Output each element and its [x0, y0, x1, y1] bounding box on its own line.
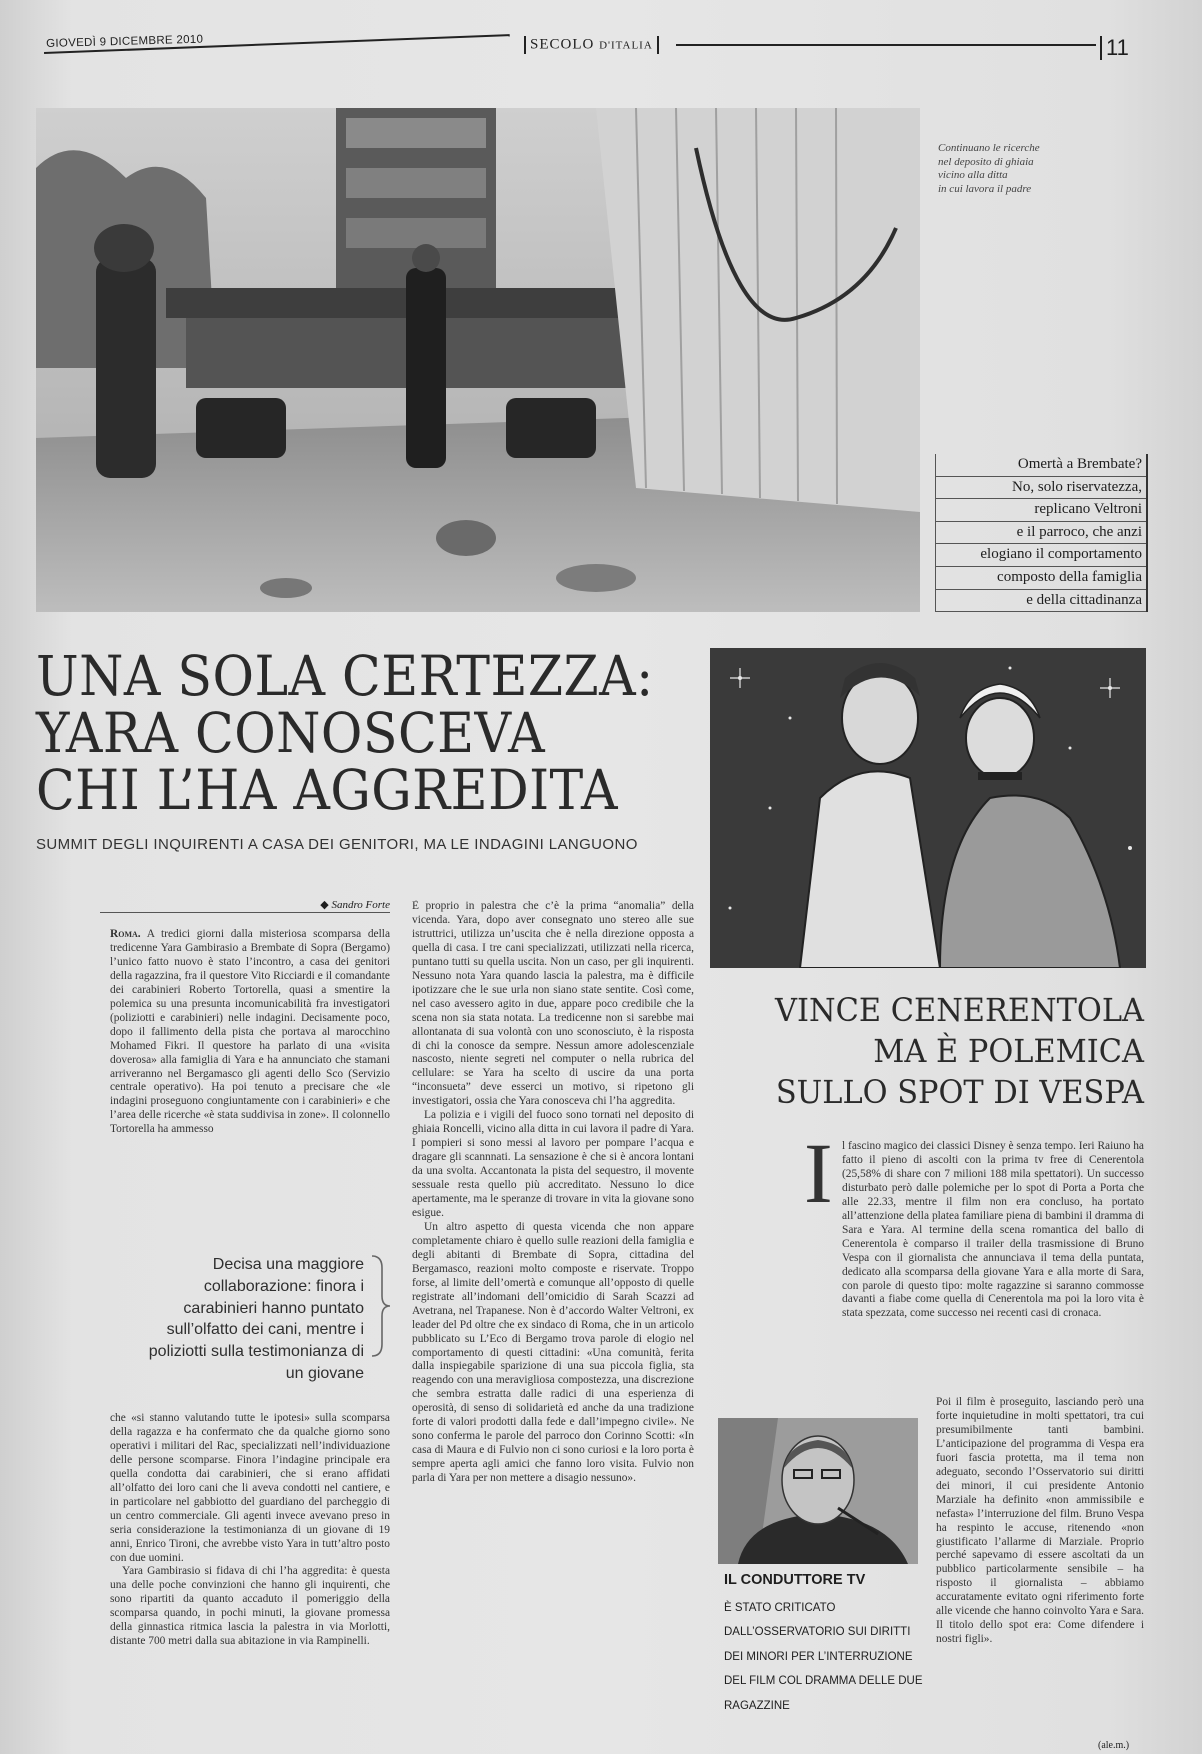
pull-box-line: No, solo riservatezza,	[936, 477, 1146, 500]
photo-caption: Continuano le ricerche nel deposito di ghiaia vicino alla ditta in cui lavora il padre	[938, 142, 1040, 195]
side-col-bottom: Poi il film è proseguito, lasciando però una forte inquietudine in molti spettatori, tra cui presumibilmente tanti bambini. L’anticipazione del programma di Vespa era fuori fascia protetta, ma il tema non adeguato, secondo l’Osservatorio sui diritti dei minori, il cui presidente Antonio Marziale ha definito «non ammissibile e nefasta» l’interruzione del film. Bruno Vespa ha respinto le accuse, ritenendo «non giustificato l’allarme di Marziale. Proprio perché sapevamo di essere ascoltati da un pubblico particolarmente sensibile – ha risposto il giornalista – abbiamo accuratamente evitato ogni riferimento forte alle vicende che hanno coinvolto Yara e Sara. Il titolo dello spot era: Come difendere i nostri figli».	[936, 1396, 1144, 1646]
main-headline: UNA SOLA CERTEZZA: YARA CONOSCEVA CHI L’HA AGGREDITA	[36, 644, 654, 822]
main-col2: È proprio in palestra che c’è la prima “anomalia” della vicenda. Yara, dopo aver consegnato uno stereo alle sue istruttrici, utilizza un’uscita che è nella direzione opposta a quella di casa. I tre cani specializzati, utilizzati nella ricerca, puntano tutti su quella uscita. Non un caso, per gli inquirenti. Nessuno nota Yara quando lascia la palestra, ma è difficile ipotizzare che le sue urla non siano state sentite. Così come, nel caso avessero agito in due, appare poco credibile che la scena non sia stata notata. La tredicenne non si sarebbe mai allontanata di sua volontà con uno sconosciuto, è la risposta di chi la conosce da sempre. Nessun amore adolescenziale nascosto, niente segreti nel computer o nella rubrica del cellulare: se Yara ha scelto di uscire da una porta “inconsueta” deve esserci un motivo, si ripetono gli investigatori, ossia che Yara conosceva chi l’ha aggredita. La polizia e i vigili del fuoco sono tornati nel deposito di ghiaia Roncelli, vicino alla ditta in cui lavora il padre di Yara. I pompieri si sono messi al lavoro per pompare l’acqua e dragare gli scannnati. La sensazione è che si è ancora lontani da una svolta. Accantonata la pista del sequestro, il movente sessuale resta quello più accreditato. Nessuno lo dice apertamente, ma le speranze di trovare in vita la giovane sono esigue. Un altro aspetto di questa vicenda che non appare completamente chiaro è quello sulle reazioni della famiglia e degli abitanti di Brembate di Sopra, cittadina del Bergamasco, reazioni molto composte e riservate. Troppo forse, al limite dell’omertà e comunque all’opposto di quelle registrate all’indomani dell’omicidio di Sarah Scazzi ad Avetrana, nel Trapanese. Non è d’accordo Walter Veltroni, ex leader del Pd oltre che ex sindaco di Roma, che in un articolo pubblicato su L’Eco di Bergamo trova parole di elogio nel comportamento di questi cittadini: «Una comunità, ferita dalla inspiegabile sparizione di una sua piccola figlia, sta reagendo con una meravigliosa compostezza, una discrezione che sembra estratta dalle radici di una esperienza di operosità, di senso di solidarietà ed anche da una tradizione forte di valori prodotti dalla fede e dall’impegno civile». Ne sono conferma le parole del parroco don Corinno Scotti: «In casa di Maura e di Fulvio non ci sono curiosi e la loro porta è sempre aperta agli amici che fanno loro visita. Fulvio non parla di Yara per non mettere a disagio nessuno».	[412, 900, 694, 1485]
tv-box-title: IL CONDUTTORE TV	[724, 1572, 866, 1588]
brace-icon	[368, 1254, 392, 1358]
rescue-scene-photo	[36, 108, 920, 612]
pull-box-line: composto della famiglia	[936, 567, 1146, 590]
pull-box-line: elogiano il comportamento	[936, 544, 1146, 567]
issue-date: GIOVEDÌ 9 DICEMBRE 2010	[46, 33, 204, 50]
byline: ◆ Sandro Forte	[100, 898, 390, 913]
vespa-portrait-photo	[718, 1418, 918, 1564]
side-headline: VINCE CENERENTOLA MA È POLEMICA SULLO SPOT DI VESPA	[775, 991, 1144, 1111]
main-col1-bottom: che «si stanno valutando tutte le ipotesi» sulla scomparsa della ragazza e ha confermato che da qualche giorno sono operativi i militari del Rac, specializzati nell’individuazione delle persone scomparse. Finora l’indagine principale era quella condotta dai carabinieri, che si erano affidati all’olfatto dei loro cani che li aveva condotti nel cantiere, e in particolare nel gabbiotto del guardiano del parcheggio di un centro commerciale. Gli agenti invece avevano preso in seria considerazione la testimonianza di un giovane di 19 anni, Enrico Tironi, che avrebbe visto Yara in tutt’altro posto con due uomini. Yara Gambirasio si fidava di chi l’ha aggredita: è questa una delle poche convinzioni che hanno gli inquirenti, che sono ripartiti da quanto accaduto il pomeriggio della scomparsa quando, in pochi minuti, la giovane promessa della ginnastica ritmica lascia la palestra in via Morlotti, distante 700 metri dalla sua abitazione in via Rampinelli.	[110, 1412, 390, 1648]
pull-box-line: e il parroco, che anzi	[936, 522, 1146, 545]
masthead: SECOLO D'ITALIA	[520, 36, 663, 54]
cinderella-illustration	[710, 648, 1146, 968]
pull-box-line: Omertà a Brembate?	[936, 454, 1146, 477]
side-col-top: l fascino magico dei classici Disney è senza tempo. Ieri Raiuno ha fatto il pieno di ascolti con la prima tv free di Cenerentola (25,58% di share con 7 milioni 188 mila spettatori). Un successo disturbato però dalle polemiche per lo spot di Porta a Porta che alle 22.33, mentre il film non era concluso, ha portato all’attenzione della platea familiare piena di bambini il dramma di Sara e Yara. Al termine della scena romantica del ballo di Cenerentola è comparso il trailer della trasmissione di Bruno Vespa con il giornalista che annunciava il tema della puntata, dedicato alla scomparsa della giovane Yara e alla morte di Sara, con parole di questo tipo: molte ragazzine si saranno commosse davanti a fiabe come quella di Cenerentola ma poi la loro vita è stata spezzata, come successo nei recenti casi di cronaca.	[842, 1140, 1144, 1320]
pull-box-line: replicano Veltroni	[936, 499, 1146, 522]
main-subhead: SUMMIT DEGLI INQUIRENTI A CASA DEI GENITORI, MA LE INDAGINI LANGUONO	[36, 836, 638, 853]
signoff: (ale.m.)	[1098, 1740, 1130, 1751]
pull-box	[935, 454, 1148, 612]
pull-box-line: e della cittadinanza	[936, 590, 1146, 613]
main-col1-top: Roma. A tredici giorni dalla misteriosa scomparsa della tredicenne Yara Gambirasio a Brembate di Sopra (Bergamo) l’unico fatto nuovo è stato l’incontro, a casa dei genitori della ragazzina, fra il questore Vito Ricciardi e il comandante dei carabinieri Roberto Tortorella, quasi a smentire la polemica su una presunta incomunicabilità fra investigatori (poliziotti e carabinieri) nelle indagini. Decisamente poco, dopo il fallimento della pista che portava al marocchino Mohamed Fikri. Il questore ha parlato di una «visita doverosa» alla famiglia di Yara e ha annunciato che stamani arriveranno nel Bergamasco gli agenti dello Sco (Servizio centrale operativo). Ha poi tenuto a precisare che «le indagini proseguono congiuntamente con i carabinieri» e che l’area delle ricerche «è stata suddivisa in zone». Il colonnello Tortorella ha ammesso	[110, 928, 390, 1136]
header-rule-right	[676, 44, 1096, 46]
pull-quote: Decisa una maggiore collaborazione: finora i carabinieri hanno puntato sull’olfatto dei cani, mentre i poliziotti sulla testimonianza di un giovane	[148, 1256, 364, 1382]
tv-box-text: È STATO CRITICATO DALL’OSSERVATORIO SUI DIRITTI DEI MINORI PER L’INTERRUZIONE DEL FILM COL DRAMMA DELLE DUE RAGAZZINE	[724, 1602, 923, 1712]
drop-cap: I	[804, 1125, 833, 1221]
page-number: 11	[1100, 36, 1129, 60]
